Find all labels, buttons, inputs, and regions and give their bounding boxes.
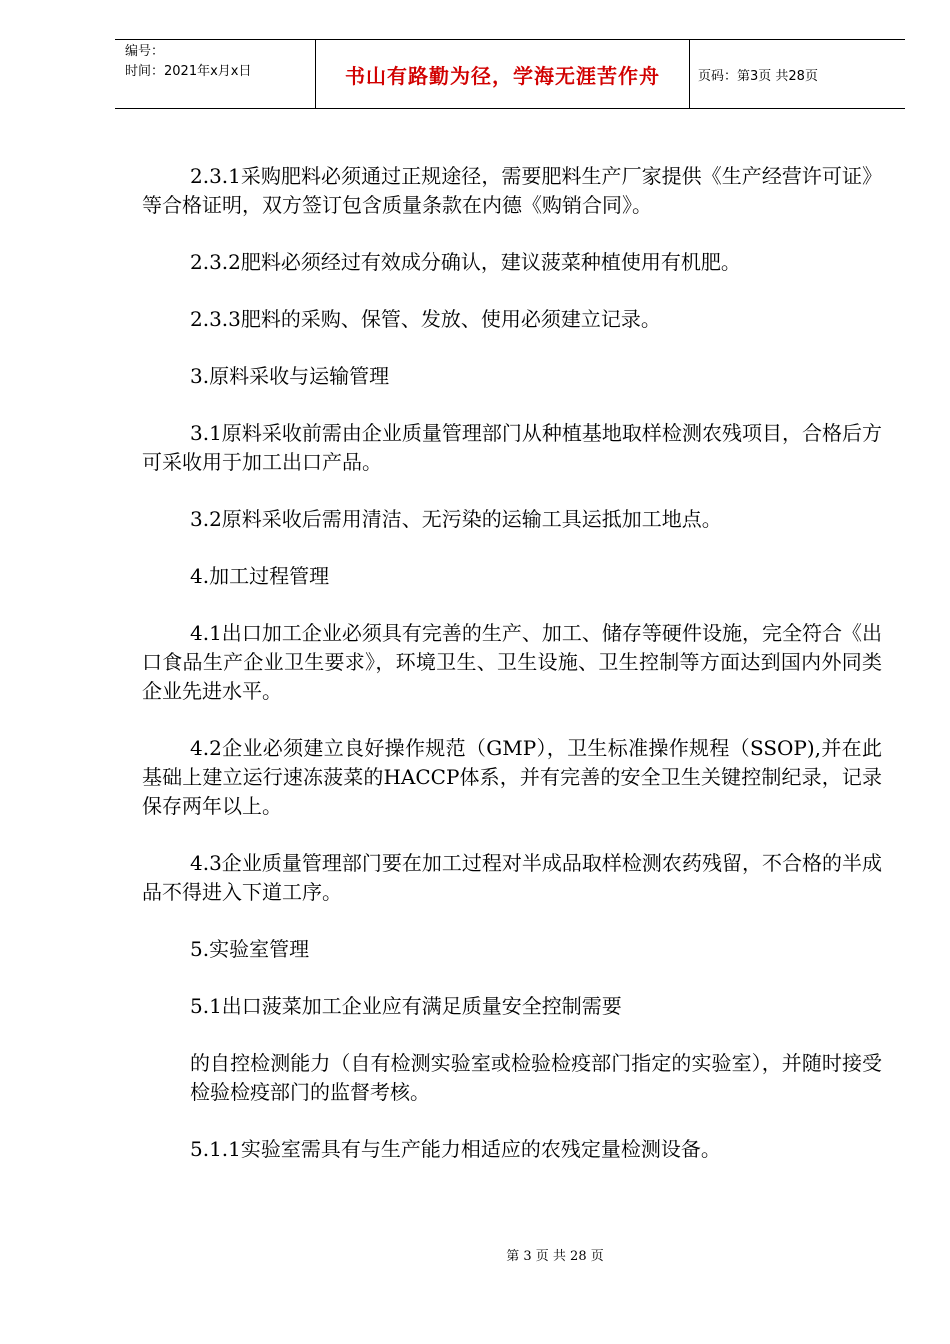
paragraph: 4.1出口加工企业必须具有完善的生产、加工、储存等硬件设施，完全符合《出口食品生产企业卫生要求》，环境卫生、卫生设施、卫生控制等方面达到国内外同类企业先进水平。 xyxy=(142,621,882,703)
section-heading: 5.实验室管理 xyxy=(190,937,310,961)
paragraph: 5.1.1实验室需具有与生产能力相适应的农残定量检测设备。 xyxy=(190,1137,721,1161)
paragraph: 5.1出口菠菜加工企业应有满足质量安全控制需要 xyxy=(190,994,622,1018)
header-meta xyxy=(115,40,316,108)
document-body xyxy=(142,162,882,1192)
document-header xyxy=(115,39,905,109)
page-footer: 第 3 页 共 28 页 xyxy=(506,1249,604,1264)
paragraph: 4.3企业质量管理部门要在加工过程对半成品取样检测农药残留，不合格的半成品不得进入下道工序。 xyxy=(142,851,882,904)
paragraph: 3.2原料采收后需用清洁、无污染的运输工具运抵加工地点。 xyxy=(190,507,722,531)
paragraph: 的自控检测能力（自有检测实验室或检验检疫部门指定的实验室），并随时接受检验检疫部门的监督考核。 xyxy=(190,1051,882,1104)
header-motto-cell xyxy=(316,40,690,108)
paragraph: 3.1原料采收前需由企业质量管理部门从种植基地取样检测农残项目，合格后方可采收用于加工出口产品。 xyxy=(142,421,882,474)
time-label: 时间：2021年x月x日 xyxy=(125,64,252,79)
paragraph: 2.3.3肥料的采购、保管、发放、使用必须建立记录。 xyxy=(190,307,661,331)
header-motto: 书山有路勤为径，学海无涯苦作舟 xyxy=(345,63,660,88)
paragraph: 2.3.1采购肥料必须通过正规途径，需要肥料生产厂家提供《生产经营许可证》等合格证明，双方签订包含质量条款在内德《购销合同》。 xyxy=(142,164,882,217)
paragraph: 2.3.2肥料必须经过有效成分确认，建议菠菜种植使用有机肥。 xyxy=(190,250,741,274)
section-heading: 3.原料采收与运输管理 xyxy=(190,364,390,388)
number-label: 编号： xyxy=(125,44,165,59)
paragraph: 4.2企业必须建立良好操作规范（GMP），卫生标准操作规程（SSOP),并在此基础上建立运行速冻菠菜的HACCP体系，并有完善的安全卫生关键控制纪录，记录保存两年以上。 xyxy=(142,736,882,818)
section-heading: 4.加工过程管理 xyxy=(190,564,330,588)
header-page-info: 页码：第3页 共28页 xyxy=(698,68,818,84)
